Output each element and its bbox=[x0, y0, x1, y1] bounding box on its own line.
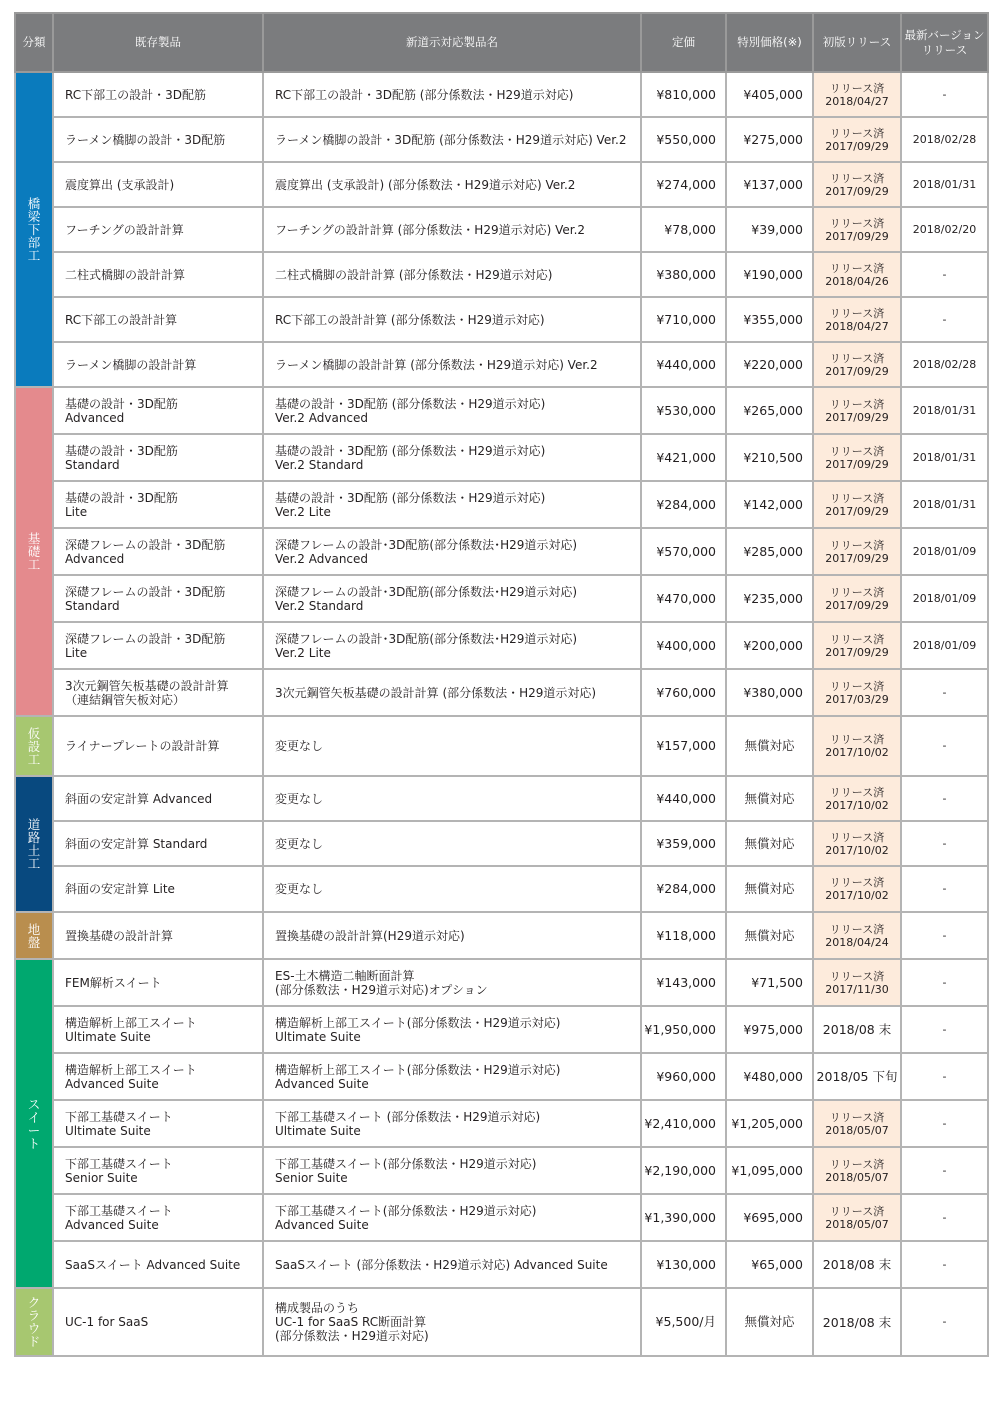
first-release-cell: リリース済 2018/04/24 bbox=[813, 912, 901, 959]
category-cell bbox=[15, 959, 53, 1288]
existing-product-cell: SaaSスイート Advanced Suite bbox=[53, 1241, 263, 1288]
table-row bbox=[15, 434, 988, 481]
latest-release-cell: 2018/01/09 bbox=[901, 575, 988, 622]
table-row bbox=[15, 1288, 988, 1356]
special-price-cell: 無償対応 bbox=[726, 776, 813, 821]
latest-release-cell: 2018/01/31 bbox=[901, 481, 988, 528]
new-product-cell: 構造解析上部工スイート(部分係数法・H29道示対応) Ultimate Suite bbox=[263, 1006, 641, 1053]
special-price-cell: ¥137,000 bbox=[726, 162, 813, 207]
special-price-cell: ¥71,500 bbox=[726, 959, 813, 1006]
existing-product-cell: RC下部工の設計計算 bbox=[53, 297, 263, 342]
category-cell bbox=[15, 716, 53, 776]
list-price-cell: ¥1,390,000 bbox=[641, 1194, 726, 1241]
first-release-cell: 2018/08 末 bbox=[813, 1006, 901, 1053]
latest-release-cell: - bbox=[901, 297, 988, 342]
category-label: スイート bbox=[27, 1096, 41, 1151]
latest-release-cell: - bbox=[901, 776, 988, 821]
existing-product-cell: 斜面の安定計算 Standard bbox=[53, 821, 263, 866]
table-row bbox=[15, 342, 988, 387]
table-row bbox=[15, 575, 988, 622]
list-price-cell: ¥2,410,000 bbox=[641, 1100, 726, 1147]
new-product-cell: 3次元鋼管矢板基礎の設計計算 (部分係数法・H29道示対応) bbox=[263, 669, 641, 716]
latest-release-cell: 2018/01/31 bbox=[901, 387, 988, 434]
new-product-cell: 深礎フレームの設計･3D配筋(部分係数法･H29道示対応) Ver.2 Advanced bbox=[263, 528, 641, 575]
existing-product-cell: 深礎フレームの設計・3D配筋 Lite bbox=[53, 622, 263, 669]
list-price-cell: ¥359,000 bbox=[641, 821, 726, 866]
new-product-cell: 変更なし bbox=[263, 866, 641, 912]
first-release-cell: 2018/05 下旬 bbox=[813, 1053, 901, 1100]
first-release-cell: リリース済 2018/05/07 bbox=[813, 1194, 901, 1241]
first-release-cell: 2018/08 末 bbox=[813, 1241, 901, 1288]
existing-product-cell: 深礎フレームの設計・3D配筋 Standard bbox=[53, 575, 263, 622]
new-product-cell: 下部工基礎スイート(部分係数法・H29道示対応) Advanced Suite bbox=[263, 1194, 641, 1241]
new-product-cell: RC下部工の設計・3D配筋 (部分係数法・H29道示対応) bbox=[263, 72, 641, 117]
first-release-cell: リリース済 2017/09/29 bbox=[813, 342, 901, 387]
latest-release-cell: 2018/01/09 bbox=[901, 622, 988, 669]
special-price-cell: ¥235,000 bbox=[726, 575, 813, 622]
existing-product-cell: ラーメン橋脚の設計計算 bbox=[53, 342, 263, 387]
list-price-cell: ¥810,000 bbox=[641, 72, 726, 117]
list-price-cell: ¥570,000 bbox=[641, 528, 726, 575]
header-existing: 既存製品 bbox=[53, 13, 263, 72]
new-product-cell: 二柱式橋脚の設計計算 (部分係数法・H29道示対応) bbox=[263, 252, 641, 297]
new-product-cell: 下部工基礎スイート (部分係数法・H29道示対応) Ultimate Suite bbox=[263, 1100, 641, 1147]
table-row bbox=[15, 821, 988, 866]
category-cell bbox=[15, 387, 53, 716]
special-price-cell: ¥695,000 bbox=[726, 1194, 813, 1241]
table-row bbox=[15, 207, 988, 252]
table-row bbox=[15, 1100, 988, 1147]
latest-release-cell: - bbox=[901, 912, 988, 959]
list-price-cell: ¥440,000 bbox=[641, 342, 726, 387]
list-price-cell: ¥380,000 bbox=[641, 252, 726, 297]
new-product-cell: 変更なし bbox=[263, 776, 641, 821]
table-row bbox=[15, 866, 988, 912]
existing-product-cell: 構造解析上部工スイート Advanced Suite bbox=[53, 1053, 263, 1100]
first-release-cell: リリース済 2017/09/29 bbox=[813, 434, 901, 481]
existing-product-cell: 斜面の安定計算 Advanced bbox=[53, 776, 263, 821]
first-release-cell: リリース済 2017/10/02 bbox=[813, 866, 901, 912]
existing-product-cell: 3次元鋼管矢板基礎の設計計算 （連結鋼管矢板対応） bbox=[53, 669, 263, 716]
new-product-cell: 基礎の設計・3D配筋 (部分係数法・H29道示対応) Ver.2 Standard bbox=[263, 434, 641, 481]
list-price-cell: ¥274,000 bbox=[641, 162, 726, 207]
special-price-cell: ¥975,000 bbox=[726, 1006, 813, 1053]
category-label: 橋梁下部工 bbox=[27, 196, 41, 263]
list-price-cell: ¥440,000 bbox=[641, 776, 726, 821]
special-price-cell: 無償対応 bbox=[726, 821, 813, 866]
list-price-cell: ¥470,000 bbox=[641, 575, 726, 622]
latest-release-cell: - bbox=[901, 821, 988, 866]
table-row bbox=[15, 1194, 988, 1241]
special-price-cell: 無償対応 bbox=[726, 716, 813, 776]
new-product-cell: 構成製品のうち UC-1 for SaaS RC断面計算 (部分係数法・H29道示対応) bbox=[263, 1288, 641, 1356]
category-label: 仮設工 bbox=[27, 725, 41, 767]
existing-product-cell: 基礎の設計・3D配筋 Standard bbox=[53, 434, 263, 481]
table-header-row bbox=[15, 13, 988, 72]
new-product-cell: 変更なし bbox=[263, 821, 641, 866]
list-price-cell: ¥400,000 bbox=[641, 622, 726, 669]
list-price-cell: ¥130,000 bbox=[641, 1241, 726, 1288]
table-row bbox=[15, 528, 988, 575]
latest-release-cell: - bbox=[901, 716, 988, 776]
new-product-cell: ラーメン橋脚の設計・3D配筋 (部分係数法・H29道示対応) Ver.2 bbox=[263, 117, 641, 162]
table-row bbox=[15, 117, 988, 162]
latest-release-cell: - bbox=[901, 1194, 988, 1241]
new-product-cell: 基礎の設計・3D配筋 (部分係数法・H29道示対応) Ver.2 Advanced bbox=[263, 387, 641, 434]
first-release-cell: リリース済 2018/04/26 bbox=[813, 252, 901, 297]
list-price-cell: ¥710,000 bbox=[641, 297, 726, 342]
table-row bbox=[15, 72, 988, 117]
existing-product-cell: 震度算出 (支承設計) bbox=[53, 162, 263, 207]
existing-product-cell: 置換基礎の設計計算 bbox=[53, 912, 263, 959]
latest-release-cell: - bbox=[901, 959, 988, 1006]
latest-release-cell: - bbox=[901, 72, 988, 117]
new-product-cell: 変更なし bbox=[263, 716, 641, 776]
latest-release-cell: 2018/02/28 bbox=[901, 117, 988, 162]
special-price-cell: 無償対応 bbox=[726, 912, 813, 959]
special-price-cell: ¥1,095,000 bbox=[726, 1147, 813, 1194]
new-product-cell: 置換基礎の設計計算(H29道示対応) bbox=[263, 912, 641, 959]
special-price-cell: ¥355,000 bbox=[726, 297, 813, 342]
category-label: クラウド bbox=[27, 1295, 41, 1349]
new-product-cell: ラーメン橋脚の設計計算 (部分係数法・H29道示対応) Ver.2 bbox=[263, 342, 641, 387]
table-row bbox=[15, 162, 988, 207]
header-category: 分類 bbox=[15, 13, 53, 72]
latest-release-cell: 2018/01/09 bbox=[901, 528, 988, 575]
special-price-cell: 無償対応 bbox=[726, 866, 813, 912]
latest-release-cell: 2018/02/28 bbox=[901, 342, 988, 387]
first-release-cell: リリース済 2018/04/27 bbox=[813, 297, 901, 342]
latest-release-cell: - bbox=[901, 252, 988, 297]
list-price-cell: ¥284,000 bbox=[641, 866, 726, 912]
latest-release-cell: 2018/01/31 bbox=[901, 162, 988, 207]
existing-product-cell: RC下部工の設計・3D配筋 bbox=[53, 72, 263, 117]
first-release-cell: リリース済 2018/05/07 bbox=[813, 1147, 901, 1194]
table-row bbox=[15, 1006, 988, 1053]
existing-product-cell: 深礎フレームの設計・3D配筋 Advanced bbox=[53, 528, 263, 575]
latest-release-cell: 2018/01/31 bbox=[901, 434, 988, 481]
first-release-cell: リリース済 2017/10/02 bbox=[813, 716, 901, 776]
existing-product-cell: 下部工基礎スイート Senior Suite bbox=[53, 1147, 263, 1194]
category-cell bbox=[15, 912, 53, 959]
existing-product-cell: FEM解析スイート bbox=[53, 959, 263, 1006]
existing-product-cell: 下部工基礎スイート Ultimate Suite bbox=[53, 1100, 263, 1147]
special-price-cell: ¥285,000 bbox=[726, 528, 813, 575]
new-product-cell: 深礎フレームの設計･3D配筋(部分係数法･H29道示対応) Ver.2 Standard bbox=[263, 575, 641, 622]
special-price-cell: ¥480,000 bbox=[726, 1053, 813, 1100]
existing-product-cell: 基礎の設計・3D配筋 Lite bbox=[53, 481, 263, 528]
special-price-cell: ¥200,000 bbox=[726, 622, 813, 669]
special-price-cell: ¥1,205,000 bbox=[726, 1100, 813, 1147]
existing-product-cell: ライナープレートの設計計算 bbox=[53, 716, 263, 776]
special-price-cell: ¥190,000 bbox=[726, 252, 813, 297]
new-product-cell: 構造解析上部工スイート(部分係数法・H29道示対応) Advanced Suite bbox=[263, 1053, 641, 1100]
existing-product-cell: 斜面の安定計算 Lite bbox=[53, 866, 263, 912]
list-price-cell: ¥2,190,000 bbox=[641, 1147, 726, 1194]
category-cell bbox=[15, 72, 53, 387]
list-price-cell: ¥760,000 bbox=[641, 669, 726, 716]
table-row bbox=[15, 1053, 988, 1100]
first-release-cell: リリース済 2017/10/02 bbox=[813, 821, 901, 866]
list-price-cell: ¥421,000 bbox=[641, 434, 726, 481]
special-price-cell: ¥65,000 bbox=[726, 1241, 813, 1288]
first-release-cell: リリース済 2018/04/27 bbox=[813, 72, 901, 117]
latest-release-cell: - bbox=[901, 669, 988, 716]
special-price-cell: ¥220,000 bbox=[726, 342, 813, 387]
category-label: 道路土工 bbox=[27, 817, 41, 871]
list-price-cell: ¥960,000 bbox=[641, 1053, 726, 1100]
special-price-cell: ¥265,000 bbox=[726, 387, 813, 434]
existing-product-cell: 二柱式橋脚の設計計算 bbox=[53, 252, 263, 297]
special-price-cell: ¥275,000 bbox=[726, 117, 813, 162]
list-price-cell: ¥143,000 bbox=[641, 959, 726, 1006]
latest-release-cell: 2018/02/20 bbox=[901, 207, 988, 252]
first-release-cell: リリース済 2017/10/02 bbox=[813, 776, 901, 821]
special-price-cell: ¥405,000 bbox=[726, 72, 813, 117]
list-price-cell: ¥118,000 bbox=[641, 912, 726, 959]
table-row bbox=[15, 297, 988, 342]
list-price-cell: ¥530,000 bbox=[641, 387, 726, 434]
header-first-release: 初版リリース bbox=[813, 13, 901, 72]
special-price-cell: 無償対応 bbox=[726, 1288, 813, 1356]
latest-release-cell: - bbox=[901, 1006, 988, 1053]
latest-release-cell: - bbox=[901, 1288, 988, 1356]
table-row bbox=[15, 912, 988, 959]
existing-product-cell: 下部工基礎スイート Advanced Suite bbox=[53, 1194, 263, 1241]
latest-release-cell: - bbox=[901, 1100, 988, 1147]
header-list-price: 定価 bbox=[641, 13, 726, 72]
new-product-cell: 基礎の設計・3D配筋 (部分係数法・H29道示対応) Ver.2 Lite bbox=[263, 481, 641, 528]
special-price-cell: ¥39,000 bbox=[726, 207, 813, 252]
header-special-price: 特別価格(※) bbox=[726, 13, 813, 72]
table-row bbox=[15, 776, 988, 821]
first-release-cell: リリース済 2017/09/29 bbox=[813, 117, 901, 162]
existing-product-cell: ラーメン橋脚の設計・3D配筋 bbox=[53, 117, 263, 162]
table-row bbox=[15, 387, 988, 434]
table-row bbox=[15, 481, 988, 528]
table-row bbox=[15, 1241, 988, 1288]
latest-release-cell: - bbox=[901, 866, 988, 912]
first-release-cell: リリース済 2017/09/29 bbox=[813, 481, 901, 528]
existing-product-cell: フーチングの設計計算 bbox=[53, 207, 263, 252]
table-row bbox=[15, 252, 988, 297]
new-product-cell: RC下部工の設計計算 (部分係数法・H29道示対応) bbox=[263, 297, 641, 342]
header-latest-release: 最新バージョン リリース bbox=[901, 13, 988, 72]
latest-release-cell: - bbox=[901, 1147, 988, 1194]
first-release-cell: リリース済 2017/09/29 bbox=[813, 575, 901, 622]
first-release-cell: 2018/08 末 bbox=[813, 1288, 901, 1356]
first-release-cell: リリース済 2017/09/29 bbox=[813, 528, 901, 575]
list-price-cell: ¥78,000 bbox=[641, 207, 726, 252]
latest-release-cell: - bbox=[901, 1241, 988, 1288]
category-cell bbox=[15, 1288, 53, 1356]
existing-product-cell: 構造解析上部工スイート Ultimate Suite bbox=[53, 1006, 263, 1053]
first-release-cell: リリース済 2017/09/29 bbox=[813, 207, 901, 252]
first-release-cell: リリース済 2017/11/30 bbox=[813, 959, 901, 1006]
special-price-cell: ¥210,500 bbox=[726, 434, 813, 481]
latest-release-cell: - bbox=[901, 1053, 988, 1100]
list-price-cell: ¥5,500/月 bbox=[641, 1288, 726, 1356]
first-release-cell: リリース済 2018/05/07 bbox=[813, 1100, 901, 1147]
new-product-cell: ES-土木構造二軸断面計算 (部分係数法・H29道示対応)オプション bbox=[263, 959, 641, 1006]
new-product-cell: 震度算出 (支承設計) (部分係数法・H29道示対応) Ver.2 bbox=[263, 162, 641, 207]
table-row bbox=[15, 622, 988, 669]
existing-product-cell: 基礎の設計・3D配筋 Advanced bbox=[53, 387, 263, 434]
product-table bbox=[14, 12, 989, 1357]
new-product-cell: SaaSスイート (部分係数法・H29道示対応) Advanced Suite bbox=[263, 1241, 641, 1288]
table-row bbox=[15, 959, 988, 1006]
special-price-cell: ¥142,000 bbox=[726, 481, 813, 528]
header-new-product: 新道示対応製品名 bbox=[263, 13, 641, 72]
table-row bbox=[15, 1147, 988, 1194]
category-label: 基礎工 bbox=[27, 531, 41, 572]
table-row bbox=[15, 716, 988, 776]
list-price-cell: ¥1,950,000 bbox=[641, 1006, 726, 1053]
list-price-cell: ¥284,000 bbox=[641, 481, 726, 528]
new-product-cell: フーチングの設計計算 (部分係数法・H29道示対応) Ver.2 bbox=[263, 207, 641, 252]
existing-product-cell: UC-1 for SaaS bbox=[53, 1288, 263, 1356]
special-price-cell: ¥380,000 bbox=[726, 669, 813, 716]
table-row bbox=[15, 669, 988, 716]
first-release-cell: リリース済 2017/03/29 bbox=[813, 669, 901, 716]
list-price-cell: ¥550,000 bbox=[641, 117, 726, 162]
first-release-cell: リリース済 2017/09/29 bbox=[813, 387, 901, 434]
first-release-cell: リリース済 2017/09/29 bbox=[813, 622, 901, 669]
list-price-cell: ¥157,000 bbox=[641, 716, 726, 776]
first-release-cell: リリース済 2017/09/29 bbox=[813, 162, 901, 207]
category-label: 地盤 bbox=[27, 921, 41, 950]
new-product-cell: 下部工基礎スイート(部分係数法・H29道示対応) Senior Suite bbox=[263, 1147, 641, 1194]
new-product-cell: 深礎フレームの設計･3D配筋(部分係数法･H29道示対応) Ver.2 Lite bbox=[263, 622, 641, 669]
category-cell bbox=[15, 776, 53, 912]
